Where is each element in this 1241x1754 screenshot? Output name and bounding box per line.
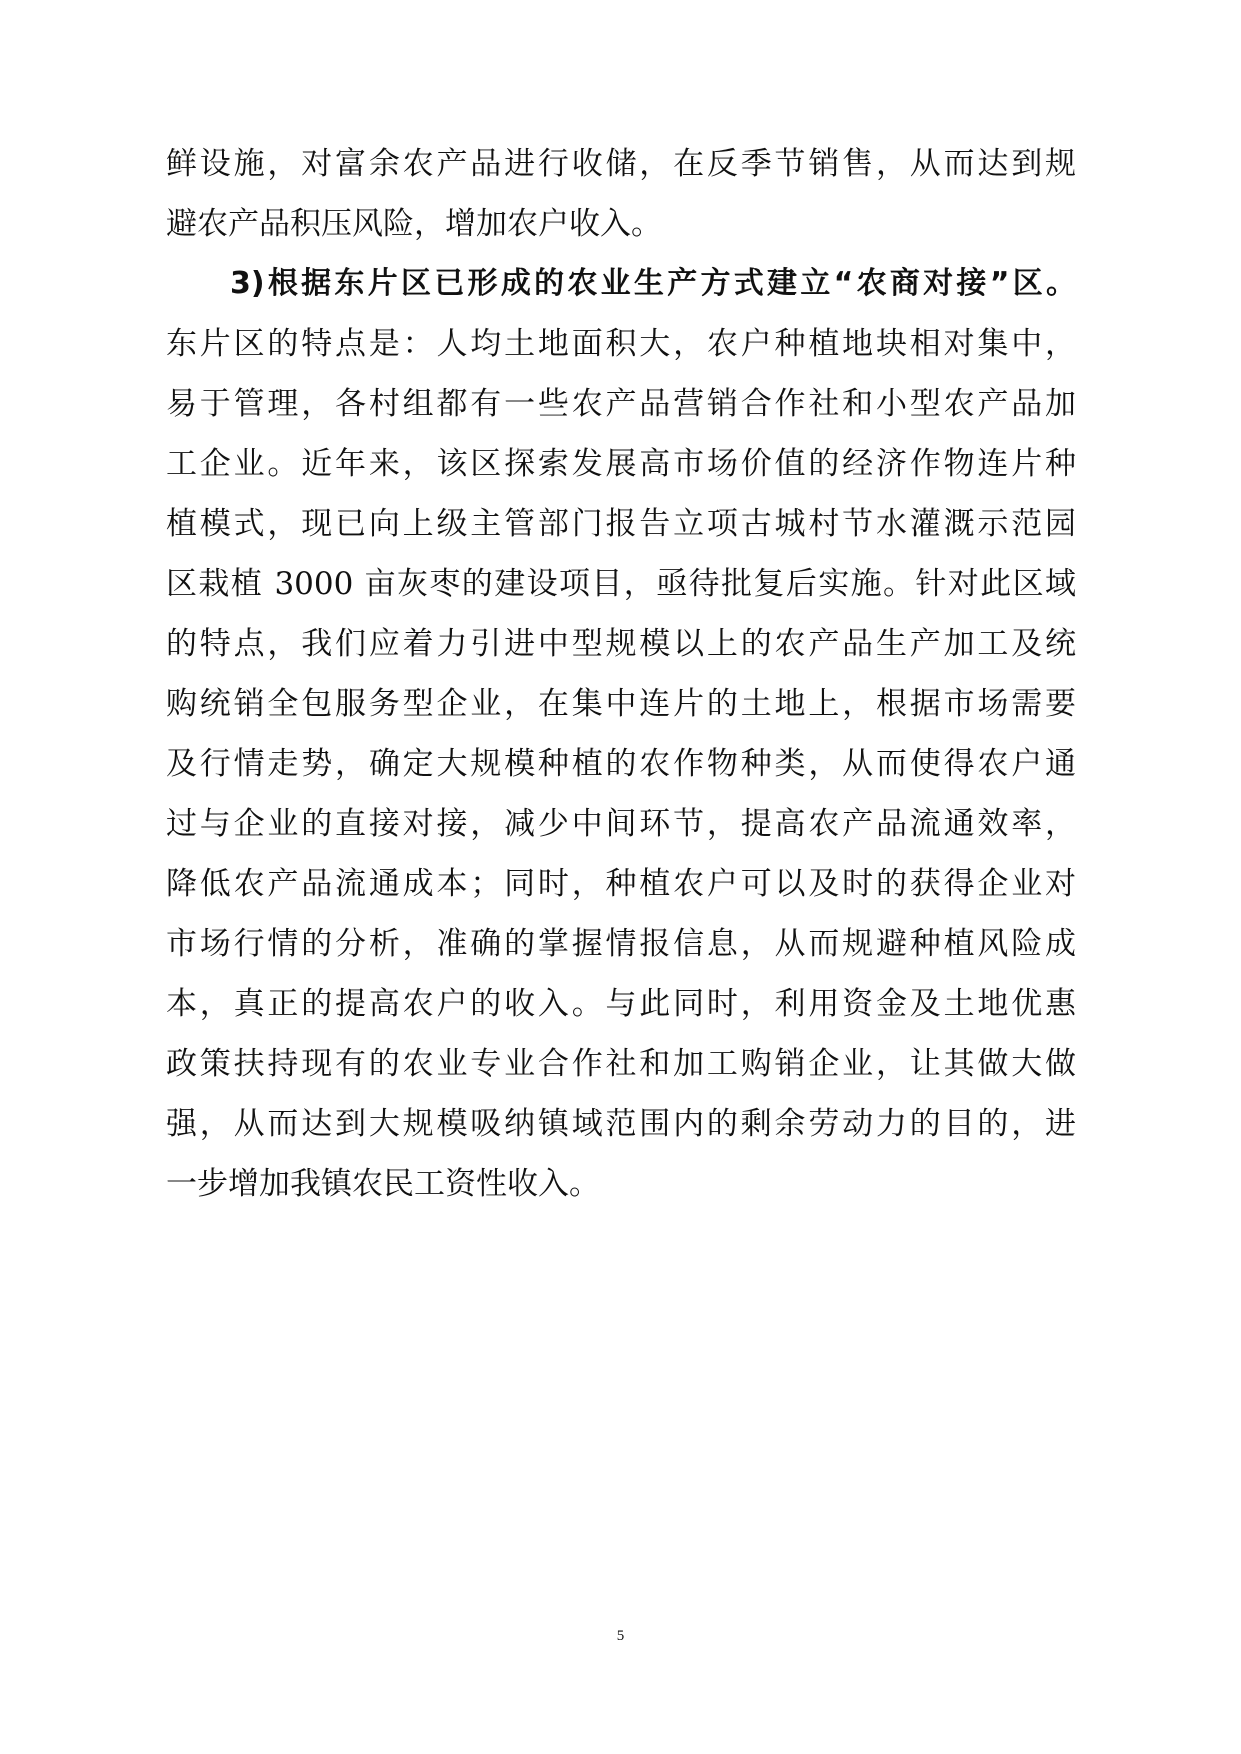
paragraph-line: 植模式，现已向上级主管部门报告立项古城村节水灌溉示范园 — [166, 506, 1076, 542]
paragraph-line: 鲜设施，对富余农产品进行收储，在反季节销售，从而达到规 — [166, 146, 1076, 182]
paragraph-line: 工企业。近年来，该区探索发展高市场价值的经济作物连片种 — [166, 446, 1076, 482]
paragraph-line: 避农产品积压风险，增加农户收入。 — [166, 206, 662, 242]
paragraph-line: 政策扶持现有的农业专业合作社和加工购销企业，让其做大做 — [166, 1046, 1076, 1082]
page-number: 5 — [616, 1628, 625, 1644]
paragraph-line: 市场行情的分析，准确的掌握情报信息，从而规避种植风险成 — [166, 926, 1076, 962]
paragraph-line: 强，从而达到大规模吸纳镇域范围内的剩余劳动力的目的，进 — [166, 1106, 1076, 1142]
section-heading: 3)根据东片区已形成的农业生产方式建立“农商对接”区。 — [230, 266, 1076, 301]
paragraph-line: 一步增加我镇农民工资性收入。 — [166, 1166, 600, 1202]
paragraph-line: 过与企业的直接对接，减少中间环节，提高农产品流通效率， — [166, 806, 1076, 842]
paragraph-line: 降低农产品流通成本；同时，种植农户可以及时的获得企业对 — [166, 866, 1076, 902]
paragraph-line: 东片区的特点是：人均土地面积大，农户种植地块相对集中， — [166, 326, 1076, 362]
paragraph-line: 易于管理，各村组都有一些农产品营销合作社和小型农产品加 — [166, 386, 1076, 422]
paragraph-line: 区栽植 3000 亩灰枣的建设项目，亟待批复后实施。针对此区域 — [166, 566, 1076, 602]
paragraph-line: 本，真正的提高农户的收入。与此同时，利用资金及土地优惠 — [166, 986, 1076, 1022]
paragraph-line: 及行情走势，确定大规模种植的农作物种类，从而使得农户通 — [166, 746, 1076, 782]
paragraph-line: 的特点，我们应着力引进中型规模以上的农产品生产加工及统 — [166, 626, 1076, 662]
paragraph-line: 购统销全包服务型企业，在集中连片的土地上，根据市场需要 — [166, 686, 1076, 722]
